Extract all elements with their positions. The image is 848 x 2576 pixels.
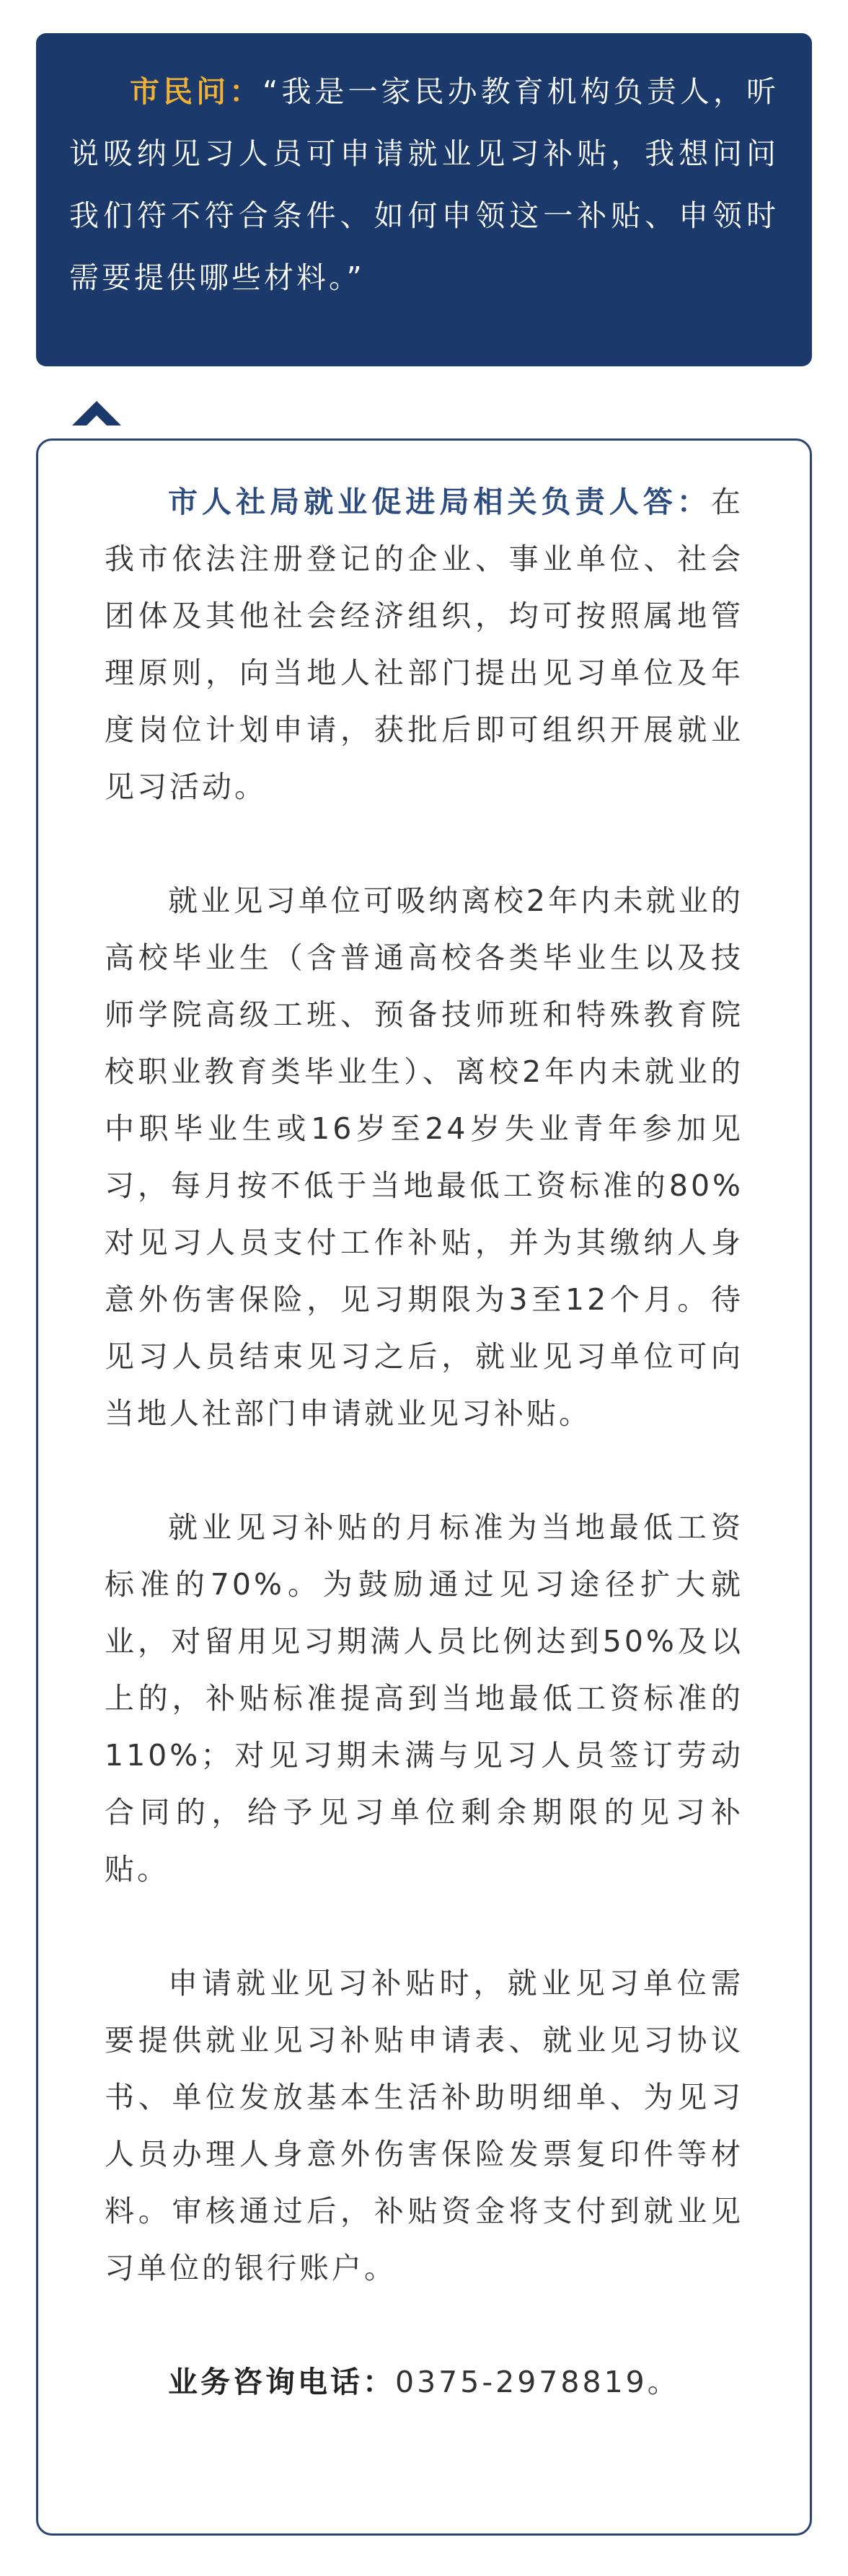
answer-label: 市人社局就业促进局相关负责人答：: [168, 485, 711, 519]
answer-text-1: 在我市依法注册登记的企业、事业单位、社会团体及其他社会经济组织，均可按照属地管理原则，向当地人社部门提出见习单位及年度岗位计划申请，获批后即可组织开展就业见习活动。: [105, 485, 743, 804]
answer-paragraph-2: 就业见习单位可吸纳离校2年内未就业的高校毕业生（含普通高校各类毕业生以及技师学院高级工班、预备技师班和特殊教育院校职业教育类毕业生）、离校2年内未就业的中职毕业生或16岁至24岁失业青年参加见习，每月按不低于当地最低工资标准的80%对见习人员支付工作补贴，并为其缴纳人身意外伤害保险，见习期限为3至12个月。待见习人员结束见习之后，就业见习单位可向当地人社部门申请就业见习补贴。: [105, 883, 743, 1431]
speech-pointer-cutout: [82, 415, 111, 430]
answer-box: [36, 438, 812, 2536]
phone-number: 0375-2978819。: [395, 2365, 680, 2399]
question-label: 市民问：: [130, 74, 263, 109]
phone-label: 业务咨询电话：: [168, 2365, 395, 2399]
answer-paragraph-4: 申请就业见习补贴时，就业见习单位需要提供就业见习补贴申请表、就业见习协议书、单位发放基本生活补助明细单、为见习人员办理人身意外伤害保险发票复印件等材料。审核通过后，补贴资金将支付到就业见习单位的银行账户。: [105, 1966, 743, 2285]
answer-paragraph-3: 就业见习补贴的月标准为当地最低工资标准的70%。为鼓励通过见习途径扩大就业，对留用见习期满人员比例达到50%及以上的，补贴标准提高到当地最低工资标准的110%；对见习期未满与见习人员签订劳动合同的，给予见习单位剩余期限的见习补贴。: [105, 1510, 743, 1887]
consultation-phone: [105, 2354, 743, 2411]
question-text: “我是一家民办教育机构负责人，听说吸纳见习人员可申请就业见习补贴，我想问问我们符不符合条件、如何申领这一补贴、申领时需要提供哪些材料。”: [69, 74, 779, 295]
answer-paragraph-1: [105, 474, 743, 816]
question-box: [36, 33, 812, 366]
